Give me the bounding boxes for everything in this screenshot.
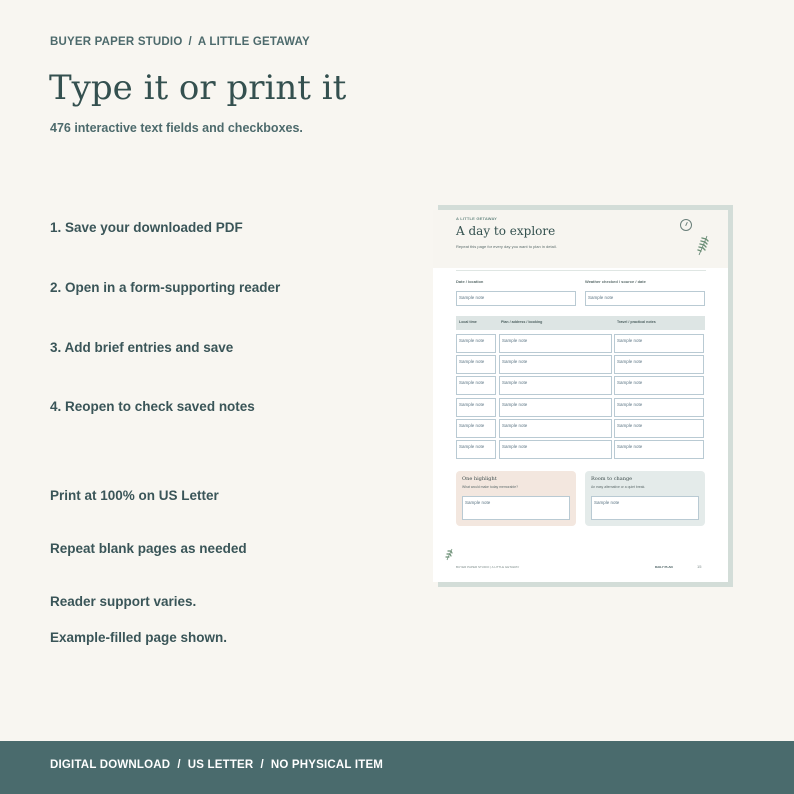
plan-field[interactable]: Sample note xyxy=(499,419,612,438)
footer-text xyxy=(50,759,383,771)
highlight-title: One highlight xyxy=(462,476,497,482)
footer-bar xyxy=(0,741,794,794)
travel-field[interactable]: Sample note xyxy=(614,440,704,459)
footer-no-physical: NO PHYSICAL ITEM xyxy=(270,759,384,771)
change-card xyxy=(585,471,705,526)
footer-letter: US LETTER xyxy=(187,759,254,771)
weather-label: Weather checked / source / date xyxy=(585,279,646,284)
step-open: 2. Open in a form-supporting reader xyxy=(50,280,281,295)
time-field[interactable]: Sample note xyxy=(456,398,496,417)
preview-title: A day to explore xyxy=(456,224,556,238)
plan-field[interactable]: Sample note xyxy=(499,440,612,459)
col-local-time: Local time xyxy=(459,320,477,324)
planner-page-preview xyxy=(433,210,728,582)
schedule-table-header xyxy=(456,316,705,330)
date-location-label: Date / location xyxy=(456,279,484,284)
page-title: Type it or print it xyxy=(49,68,347,108)
plan-field[interactable]: Sample note xyxy=(499,376,612,395)
plan-field[interactable]: Sample note xyxy=(499,355,612,374)
preview-footer-left: BUYER PAPER STUDIO | A LITTLE GETAWAY xyxy=(456,565,520,569)
brand-name: BUYER PAPER STUDIO xyxy=(50,36,183,48)
col-plan: Plan / address / booking xyxy=(501,320,543,324)
footer-separator: / xyxy=(260,759,264,771)
note-print: Print at 100% on US Letter xyxy=(50,488,219,503)
travel-field[interactable]: Sample note xyxy=(614,334,704,353)
preview-page-number: 15 xyxy=(697,564,702,569)
time-field[interactable]: Sample note xyxy=(456,419,496,438)
time-field[interactable]: Sample note xyxy=(456,355,496,374)
change-subtitle: An easy alternative or a quiet break. xyxy=(591,485,646,489)
step-reopen: 4. Reopen to check saved notes xyxy=(50,399,255,414)
plan-field[interactable]: Sample note xyxy=(499,398,612,417)
weather-field[interactable]: Sample note xyxy=(585,291,705,306)
step-save: 1. Save your downloaded PDF xyxy=(50,220,243,235)
date-location-field[interactable]: Sample note xyxy=(456,291,576,306)
preview-header xyxy=(433,210,728,268)
change-field[interactable]: Sample note xyxy=(591,496,699,520)
highlight-card xyxy=(456,471,576,526)
page-subtitle: 476 interactive text fields and checkboxes. xyxy=(50,121,303,135)
note-reader-support: Reader support varies. xyxy=(50,594,197,609)
col-travel: Travel / practical notes xyxy=(617,320,656,324)
footer-digital: DIGITAL DOWNLOAD xyxy=(50,759,171,771)
footer-separator: / xyxy=(177,759,181,771)
leaf-icon xyxy=(695,234,709,256)
travel-field[interactable]: Sample note xyxy=(614,376,704,395)
breadcrumb-separator: / xyxy=(188,36,192,48)
note-repeat: Repeat blank pages as needed xyxy=(50,541,247,556)
time-field[interactable]: Sample note xyxy=(456,334,496,353)
compass-icon xyxy=(680,219,692,231)
travel-field[interactable]: Sample note xyxy=(614,419,704,438)
change-title: Room to change xyxy=(591,476,633,482)
time-field[interactable]: Sample note xyxy=(456,376,496,395)
collection-name: A LITTLE GETAWAY xyxy=(197,36,310,48)
time-field[interactable]: Sample note xyxy=(456,440,496,459)
highlight-subtitle: What would make today memorable? xyxy=(462,485,518,489)
preview-kicker: A LITTLE GETAWAY xyxy=(456,216,498,221)
preview-divider xyxy=(456,270,706,271)
highlight-field[interactable]: Sample note xyxy=(462,496,570,520)
preview-subtitle: Repeat this page for every day you want to plan in detail. xyxy=(456,244,557,249)
step-add: 3. Add brief entries and save xyxy=(50,340,234,355)
travel-field[interactable]: Sample note xyxy=(614,398,704,417)
plan-field[interactable]: Sample note xyxy=(499,334,612,353)
breadcrumb xyxy=(50,36,310,48)
travel-field[interactable]: Sample note xyxy=(614,355,704,374)
preview-footer-right: DAILY PLAN xyxy=(655,565,673,569)
note-example: Example-filled page shown. xyxy=(50,630,228,645)
footer-leaf-icon xyxy=(445,548,453,561)
